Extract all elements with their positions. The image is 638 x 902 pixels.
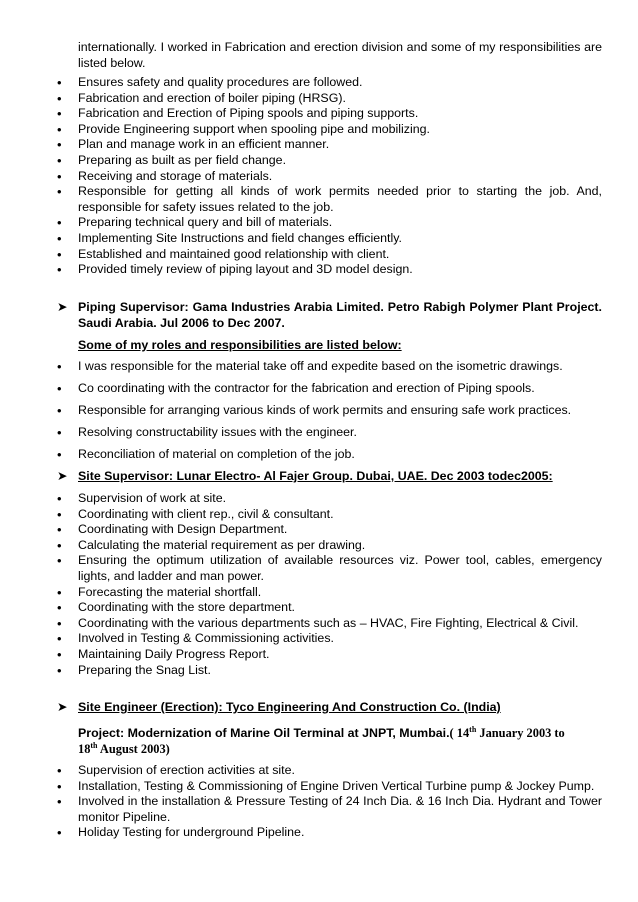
project-dates: ( 14th January 2003 to 18th August 2003) xyxy=(78,724,565,756)
list-item: • Plan and manage work in an efficient manner. xyxy=(57,137,602,153)
list-item: • Supervision of work at site. xyxy=(57,491,602,507)
job-heading-site-engineer xyxy=(57,700,602,716)
list-item: • Receiving and storage of materials. xyxy=(57,169,602,185)
list-item: • Holiday Testing for underground Pipeline. xyxy=(57,825,602,841)
list-item: • Fabrication and Erection of Piping spools and piping supports. xyxy=(57,106,602,122)
list-item: • Reconciliation of material on completion of the job. xyxy=(57,447,602,463)
list-item: • Coordinating with the various departments such as – HVAC, Fire Fighting, Electrical & Civil. xyxy=(57,616,602,632)
list-item: • Implementing Site Instructions and field changes efficiently. xyxy=(57,231,602,247)
job-heading-text: Site Engineer (Erection): Tyco Engineering And Construction Co. (India) xyxy=(78,700,501,714)
list-item: • I was responsible for the material take off and expedite based on the isometric drawings. xyxy=(57,359,602,375)
responsibilities-list-2 xyxy=(57,359,602,469)
job-heading-site-supervisor xyxy=(57,469,602,485)
project-line xyxy=(78,726,602,757)
list-item: • Fabrication and erection of boiler piping (HRSG). xyxy=(57,91,602,107)
arrow-bullet-icon: ➤ xyxy=(57,300,68,314)
list-item: • Maintaining Daily Progress Report. xyxy=(57,647,602,663)
job-heading-text: Site Supervisor: Lunar Electro- Al Fajer Group. Dubai, UAE. Dec 2003 todec2005: xyxy=(78,469,553,483)
intro-paragraph: internationally. I worked in Fabrication and erection division and some of my responsibilities are listed below. xyxy=(78,40,602,70)
list-item: • Provided timely review of piping layout and 3D model design. xyxy=(57,262,602,278)
project-title: Project: Modernization of Marine Oil Terminal at JNPT, Mumbai. xyxy=(78,726,450,740)
list-item: • Involved in Testing & Commissioning activities. xyxy=(57,631,602,647)
list-item: • Resolving constructability issues with the engineer. xyxy=(57,425,602,441)
job-heading-text: Piping Supervisor: Gama Industries Arabia Limited. Petro Rabigh Polymer Plant Project. Saudi Arabia. Jul 2006 to Dec 2007. xyxy=(78,300,602,330)
list-item: • Calculating the material requirement as per drawing. xyxy=(57,538,602,554)
list-item: • Established and maintained good relationship with client. xyxy=(57,247,602,263)
list-item: • Responsible for getting all kinds of work permits needed prior to starting the job. And, responsible for safety issues related to the job. xyxy=(57,184,602,215)
list-item: • Forecasting the material shortfall. xyxy=(57,585,602,601)
job-heading-piping-supervisor xyxy=(57,300,602,331)
responsibilities-list-1 xyxy=(57,75,602,278)
arrow-bullet-icon: ➤ xyxy=(57,700,68,714)
list-item: • Coordinating with the store department. xyxy=(57,600,602,616)
list-item: • Supervision of erection activities at site. xyxy=(57,763,602,779)
roles-subheading: Some of my roles and responsibilities are listed below: xyxy=(78,338,402,352)
list-item: • Involved in the installation & Pressure Testing of 24 Inch Dia. & 16 Inch Dia. Hydrant and Tower monitor Pipeline. xyxy=(57,794,602,825)
arrow-bullet-icon: ➤ xyxy=(57,469,68,483)
list-item: • Preparing technical query and bill of materials. xyxy=(57,215,602,231)
list-item: • Coordinating with Design Department. xyxy=(57,522,602,538)
list-item: • Co coordinating with the contractor for the fabrication and erection of Piping spools. xyxy=(57,381,602,397)
responsibilities-list-4 xyxy=(57,763,602,841)
responsibilities-list-3 xyxy=(57,491,602,678)
list-item: • Ensures safety and quality procedures are followed. xyxy=(57,75,602,91)
list-item: • Installation, Testing & Commissioning of Engine Driven Vertical Turbine pump & Jockey Pump. xyxy=(57,779,602,795)
list-item: • Coordinating with client rep., civil & consultant. xyxy=(57,507,602,523)
list-item: • Ensuring the optimum utilization of available resources viz. Power tool, cables, emergency lights, and ladder and man power. xyxy=(57,553,602,584)
list-item: • Preparing as built as per field change. xyxy=(57,153,602,169)
list-item: • Provide Engineering support when spooling pipe and mobilizing. xyxy=(57,122,602,138)
list-item: • Preparing the Snag List. xyxy=(57,663,602,679)
list-item: • Responsible for arranging various kinds of work permits and ensuring safe work practices. xyxy=(57,403,602,419)
